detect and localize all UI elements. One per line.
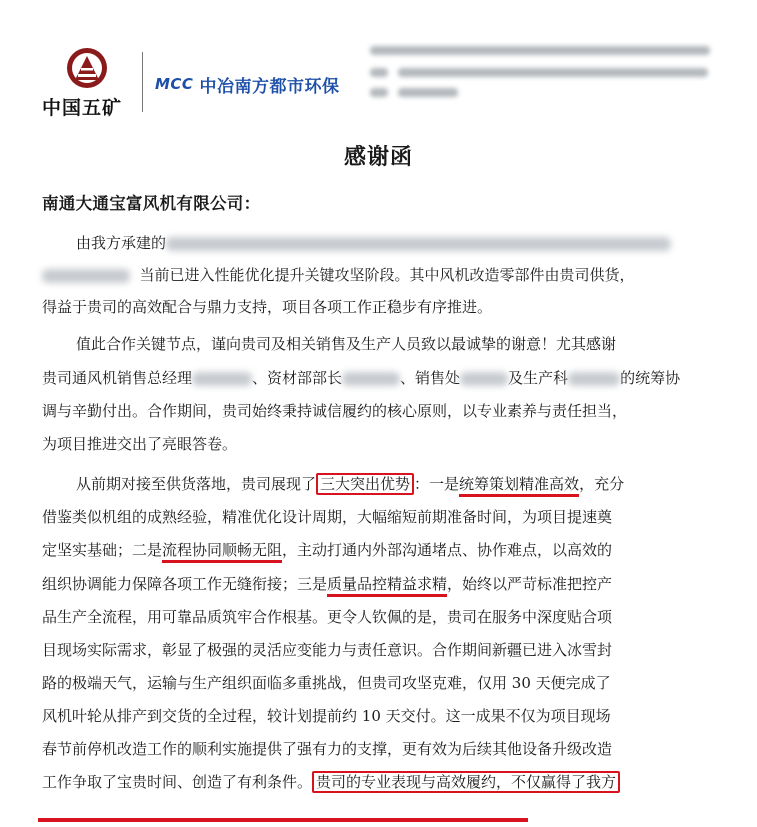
body-line-17 <box>42 770 620 794</box>
highlight-box-three-advantages: 三大突出优势 <box>316 473 414 495</box>
text: 当前已进入性能优化提升关键攻坚阶段。其中风机改造零部件由贵司供货， <box>139 266 635 284</box>
body-line-16: 春节前停机改造工作的顺利实施提供了强有力的支撑，更有效为后续其他设备升级改造 <box>42 740 613 758</box>
underline-advantage-3: 质量品控精益求精 <box>327 575 447 597</box>
underline-advantage-1: 统筹策划精准高效 <box>459 475 579 497</box>
body-line-15: 风机叶轮从排产到交货的全过程，较计划提前约 10 天交付。这一成果不仅为项目现场 <box>42 707 611 725</box>
redacted-name <box>342 372 400 386</box>
salutation: 南通大通宝富风机有限公司： <box>42 194 261 213</box>
redacted-project-name <box>166 237 671 251</box>
minmetals-emblem-icon <box>65 46 109 90</box>
text: ：一是 <box>414 475 460 493</box>
highlight-box-conclusion: 贵司的专业表现与高效履约，不仅赢得了我方 <box>312 771 620 793</box>
mcc-logo <box>155 71 339 97</box>
text: 工作争取了宝贵时间、创造了有利条件。 <box>42 773 313 791</box>
body-line-7: 为项目推进交出了亮眼答卷。 <box>42 435 238 453</box>
text: 、销售处 <box>400 369 461 387</box>
text: 从前期对接至供货落地，贵司展现了 <box>76 475 317 493</box>
text: ，始终以严苛标准把控产 <box>447 575 613 593</box>
body-line-12: 品生产全流程，用可靠品质筑牢合作根基。更令人钦佩的是，贵司在服务中深度贴合项 <box>42 608 613 626</box>
body-line-2 <box>42 263 635 287</box>
text: ，主动打通内外部沟通堵点、协作难点，以高效的 <box>282 541 613 559</box>
mcc-mark: MCC <box>155 75 194 93</box>
body-line-1 <box>76 231 671 255</box>
minmetals-logo <box>42 46 132 121</box>
text: ，充分 <box>579 475 625 493</box>
text: 、资材部部长 <box>252 369 343 387</box>
body-line-4: 值此合作关键节点，谨向贵司及相关销售及生产人员致以最诚挚的谢意！尤其感谢 <box>76 335 617 353</box>
company-name: 中冶南方都市环保 <box>199 76 340 97</box>
text: 由我方承建的 <box>76 234 167 252</box>
redacted-text <box>42 269 130 283</box>
body-line-13: 目现场实际需求，彰显了极强的灵活应变能力与责任意识。合作期间新疆已进入冰雪封 <box>42 641 613 659</box>
body-line-10 <box>42 538 612 562</box>
text: 的统筹协 <box>620 369 681 387</box>
redacted-address-block <box>370 42 720 114</box>
header-divider <box>142 52 143 112</box>
text: 贵司通风机销售总经理 <box>42 369 193 387</box>
body-line-8 <box>76 472 624 496</box>
underline-advantage-2: 流程协同顺畅无阻 <box>162 541 282 563</box>
letter-title: 感谢函 <box>343 145 413 170</box>
body-line-5 <box>42 366 680 390</box>
body-line-14: 路的极端天气，运输与生产组织面临多重挑战，但贵司攻坚克难，仅用 30 天便完成了 <box>42 674 611 692</box>
body-line-6: 调与辛勤付出。合作期间，贵司始终秉持诚信履约的核心原则，以专业素养与责任担当， <box>42 402 628 420</box>
redacted-name <box>192 372 252 386</box>
group-name: 中国五矿 <box>42 97 123 119</box>
red-underline-mark <box>38 818 528 822</box>
text: 组织协调能力保障各项工作无缝衔接；三是 <box>42 575 328 593</box>
text: 定坚实基础；二是 <box>42 541 163 559</box>
body-line-9: 借鉴类似机组的成熟经验，精准优化设计周期，大幅缩短前期准备时间，为项目提速奠 <box>42 508 613 526</box>
text: 及生产科 <box>508 369 569 387</box>
body-line-11 <box>42 572 612 596</box>
redacted-name <box>568 372 620 386</box>
redacted-name <box>460 372 508 386</box>
body-line-3: 得益于贵司的高效配合与鼎力支持，项目各项工作正稳步有序推进。 <box>42 298 493 316</box>
